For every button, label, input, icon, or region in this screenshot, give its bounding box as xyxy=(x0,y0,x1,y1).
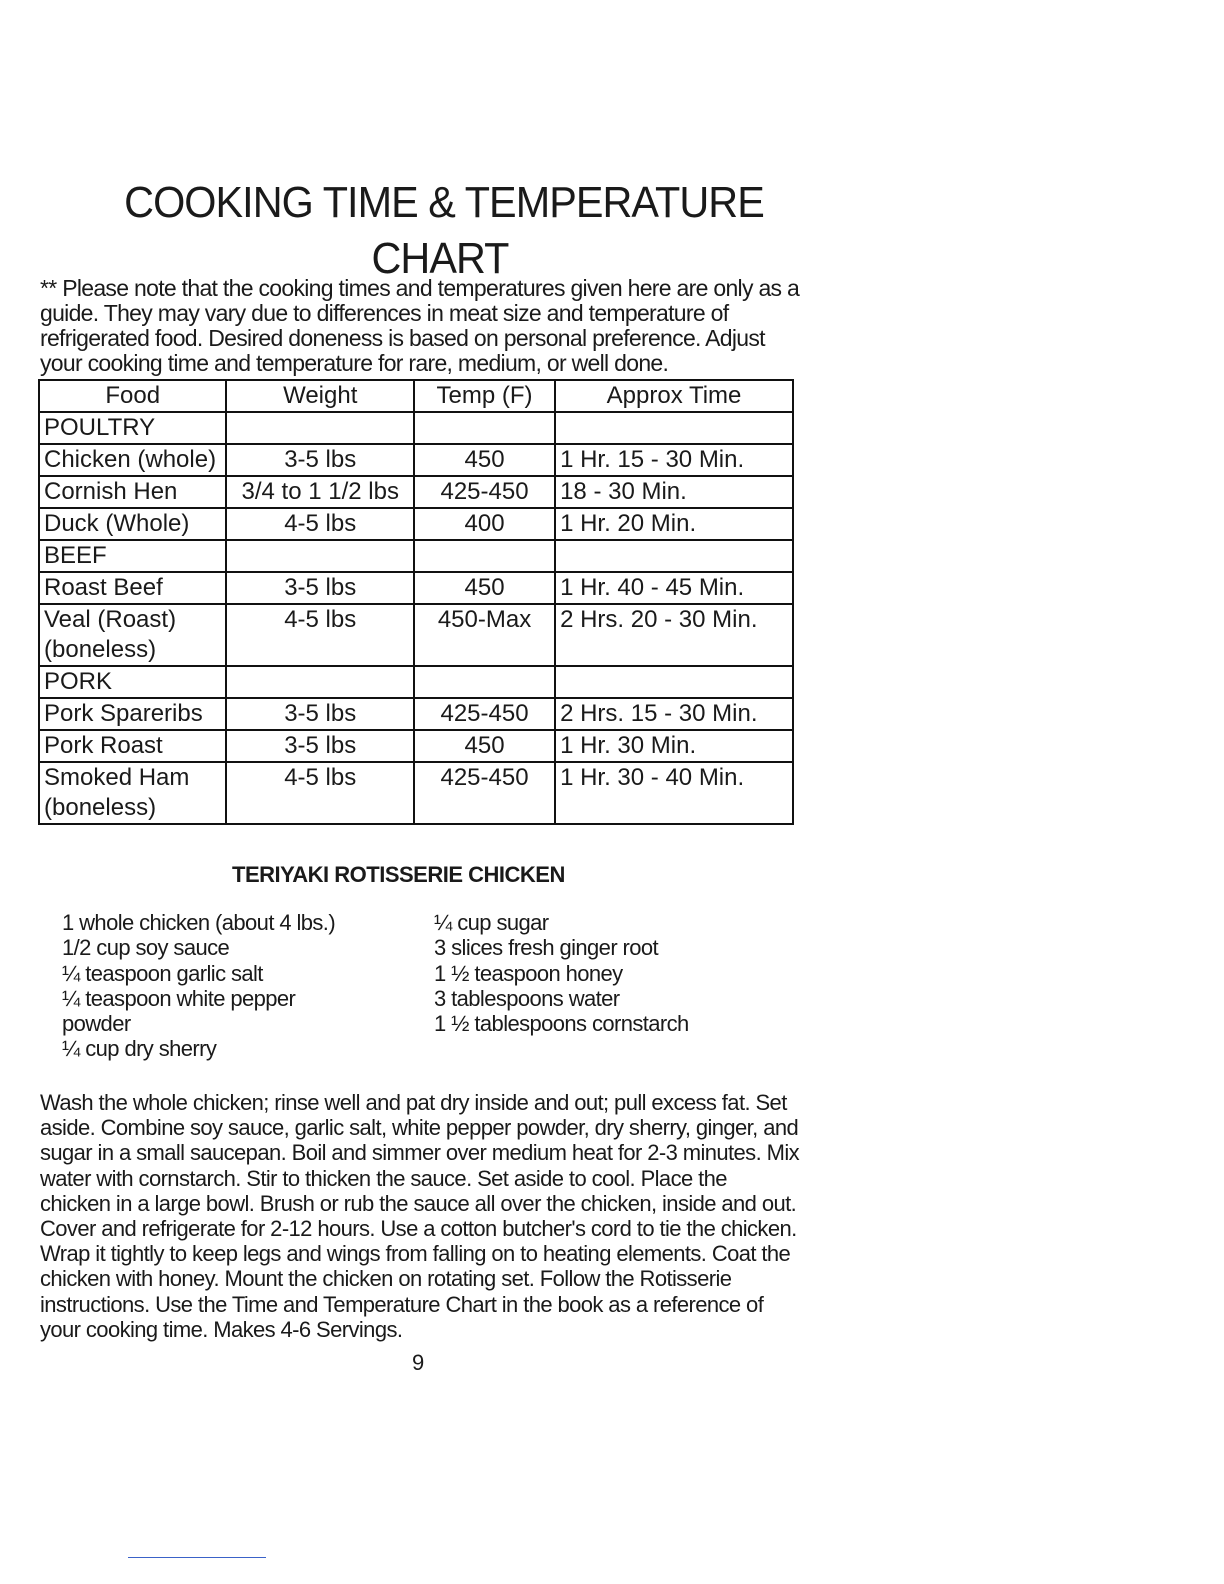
table-row xyxy=(39,762,793,824)
ingredient-item: 1 whole chicken (about 4 lbs.) xyxy=(62,910,336,935)
cell-temp: 450 xyxy=(414,444,555,476)
cell-food: Veal (Roast) (boneless) xyxy=(39,604,226,666)
cell-time: 1 Hr. 30 Min. xyxy=(555,730,793,762)
cell-weight: 3-5 lbs xyxy=(226,444,413,476)
recipe-instructions: Wash the whole chicken; rinse well and pat dry inside and out; pull excess fat. Set aside. Combine soy sauce, garlic salt, white pepper powder, dry sherry, ginger, and sugar in a small saucepan. Boil and simmer over medium heat for 2-3 minutes. Mix water with cornstarch. Stir to thicken the sauce. Set aside to cool. Place the chicken in a large bowl. Brush or rub the sauce all over the chicken, inside and out. Cover and refrigerate for 2-12 hours. Use a cotton butcher's cord to tie the chicken. Wrap it tightly to keep legs and wings from falling on to heating elements. Coat the chicken with honey. Mount the chicken on rotating set. Follow the Rotisserie instructions. Use the Time and Temperature Chart in the book as a reference of your cooking time. Makes 4-6 Servings. xyxy=(40,1090,800,1342)
cell-weight: 4-5 lbs xyxy=(226,762,413,824)
table-header-row xyxy=(39,380,793,412)
cell-food: Pork Roast xyxy=(39,730,226,762)
table-row xyxy=(39,730,793,762)
cell-weight: 4-5 lbs xyxy=(226,604,413,666)
guide-note: ** Please note that the cooking times and temperatures given here are only as a guide. They may vary due to differences in meat size and temperature of refrigerated food. Desired doneness is based on personal preference. Adjust your cooking time and temperature for rare, medium, or well done. xyxy=(40,275,800,376)
cell-weight xyxy=(226,412,413,444)
ingredient-item: powder xyxy=(62,1011,131,1037)
cell-time: 1 Hr. 15 - 30 Min. xyxy=(555,444,793,476)
table-row xyxy=(39,412,793,444)
cell-temp xyxy=(414,666,555,698)
table-row xyxy=(39,508,793,540)
cell-time: 1 Hr. 40 - 45 Min. xyxy=(555,572,793,604)
cell-food: Cornish Hen xyxy=(39,476,226,508)
cell-temp: 425-450 xyxy=(414,762,555,824)
cell-time xyxy=(555,540,793,572)
header-food: Food xyxy=(39,380,226,412)
table-row xyxy=(39,540,793,572)
cooking-chart-table xyxy=(38,379,794,825)
ingredients-right xyxy=(434,910,764,1036)
ingredient-item: 3 tablespoons water xyxy=(434,985,620,1011)
cell-food: POULTRY xyxy=(39,412,226,444)
ingredient-item: ¼ teaspoon white pepper xyxy=(62,985,296,1011)
ingredient-item: ¼ cup dry sherry xyxy=(62,1036,217,1062)
cell-time: 1 Hr. 20 Min. xyxy=(555,508,793,540)
cell-time xyxy=(555,666,793,698)
ingredient-item: 1 ½ tablespoons cornstarch xyxy=(434,1011,689,1037)
cell-time: 1 Hr. 30 - 40 Min. xyxy=(555,762,793,824)
header-temp: Temp (F) xyxy=(414,380,555,412)
cell-time: 18 - 30 Min. xyxy=(555,476,793,508)
cell-weight: 3/4 to 1 1/2 lbs xyxy=(226,476,413,508)
cell-weight xyxy=(226,540,413,572)
table-row xyxy=(39,698,793,730)
cell-food: Pork Spareribs xyxy=(39,698,226,730)
page-title-line-2: CHART xyxy=(371,234,509,283)
cell-time: 2 Hrs. 20 - 30 Min. xyxy=(555,604,793,666)
page-title-line-1: COOKING TIME & TEMPERATURE xyxy=(124,178,764,227)
cell-food: Smoked Ham (boneless) xyxy=(39,762,226,824)
cell-food: Roast Beef xyxy=(39,572,226,604)
page-number: 9 xyxy=(412,1350,425,1375)
cell-temp: 400 xyxy=(414,508,555,540)
ingredient-item: ¼ teaspoon garlic salt xyxy=(62,960,263,986)
cell-weight: 4-5 lbs xyxy=(226,508,413,540)
cell-weight: 3-5 lbs xyxy=(226,698,413,730)
table-row xyxy=(39,666,793,698)
header-weight: Weight xyxy=(226,380,413,412)
ingredient-item: 1 ½ teaspoon honey xyxy=(434,960,623,986)
ingredient-item: 3 slices fresh ginger root xyxy=(434,935,659,961)
cell-weight: 3-5 lbs xyxy=(226,572,413,604)
cell-temp xyxy=(414,412,555,444)
cell-time: 2 Hrs. 15 - 30 Min. xyxy=(555,698,793,730)
cell-weight xyxy=(226,666,413,698)
cell-food: BEEF xyxy=(39,540,226,572)
cell-temp: 450-Max xyxy=(414,604,555,666)
table-row xyxy=(39,572,793,604)
cell-temp xyxy=(414,540,555,572)
ingredient-item: ¼ cup sugar xyxy=(434,910,549,935)
ingredient-item: 1/2 cup soy sauce xyxy=(62,935,230,961)
table-row xyxy=(39,604,793,666)
cell-food: Duck (Whole) xyxy=(39,508,226,540)
header-time: Approx Time xyxy=(555,380,793,412)
cell-temp: 425-450 xyxy=(414,476,555,508)
recipe-title: TERIYAKI ROTISSERIE CHICKEN xyxy=(232,862,565,887)
cell-food: Chicken (whole) xyxy=(39,444,226,476)
cell-food: PORK xyxy=(39,666,226,698)
cell-weight: 3-5 lbs xyxy=(226,730,413,762)
table-row xyxy=(39,476,793,508)
cell-temp: 450 xyxy=(414,572,555,604)
cell-temp: 450 xyxy=(414,730,555,762)
cell-temp: 425-450 xyxy=(414,698,555,730)
ingredients-left xyxy=(62,910,392,1062)
table-row xyxy=(39,444,793,476)
cell-time xyxy=(555,412,793,444)
footer-rule xyxy=(128,1557,266,1558)
